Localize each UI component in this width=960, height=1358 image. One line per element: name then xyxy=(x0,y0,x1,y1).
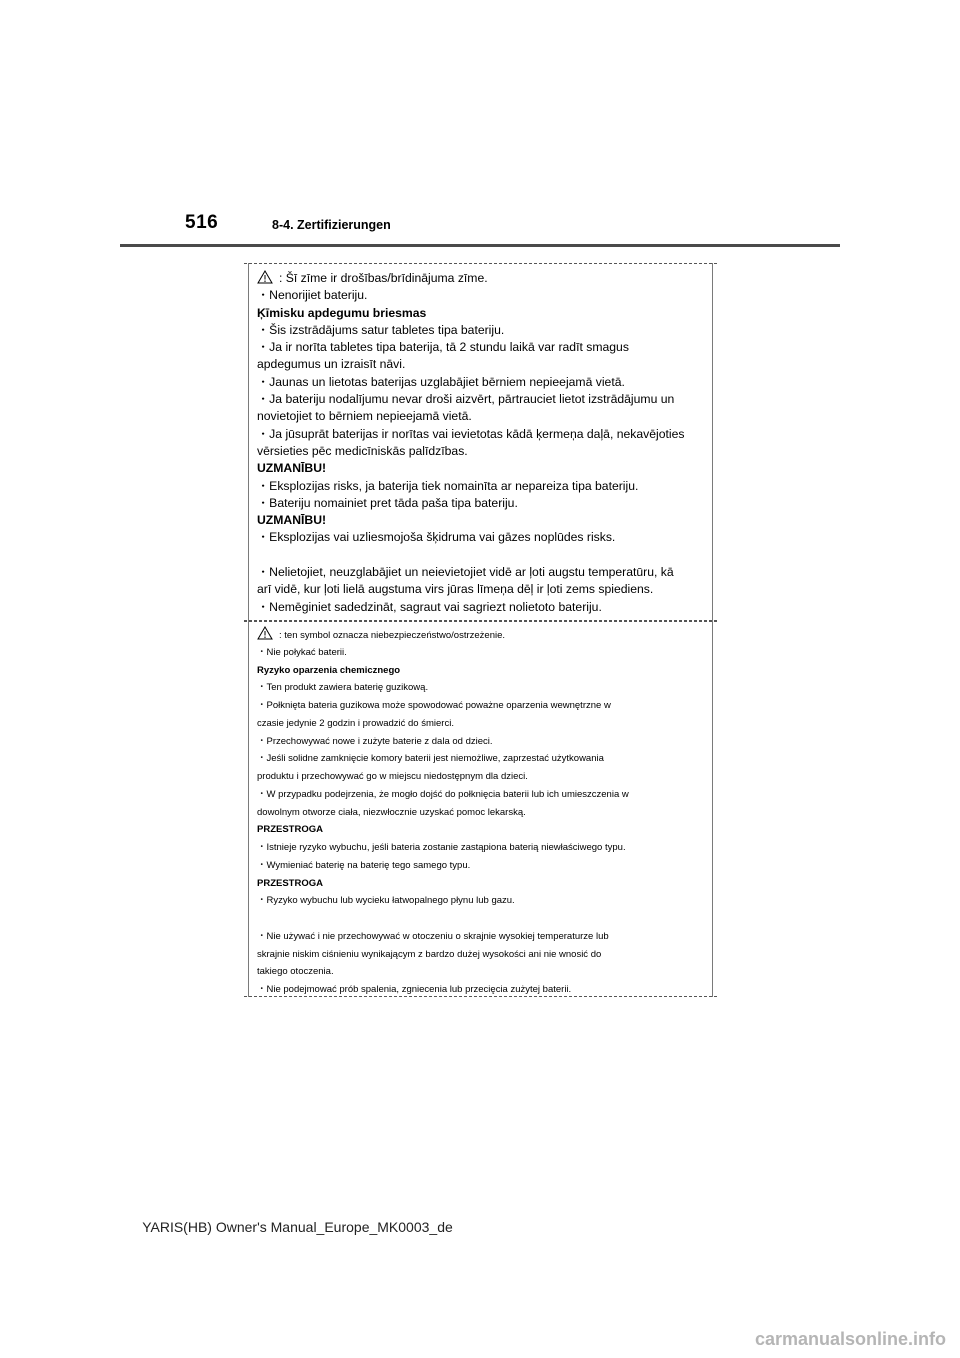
text-line: ・Bateriju nomainiet pret tāda paša tipa bateriju. xyxy=(257,495,518,510)
warning-symbol-line xyxy=(257,626,712,644)
text-line: vērsieties pēc medicīniskās palīdzības. xyxy=(257,443,468,458)
text-line: ・Nie używać i nie przechowywać w otoczeniu o skrajnie wysokiej temperaturze lub xyxy=(257,930,609,942)
header-divider xyxy=(120,244,840,247)
watermark: carmanualsonline.info xyxy=(754,1329,946,1349)
text-line: ・Przechowywać nowe i zużyte baterie z dala od dzieci. xyxy=(257,735,493,747)
text-line: ・Nelietojiet, neuzglabājiet un neievietojiet vidē ar ļoti augstu temperatūru, kā xyxy=(257,565,674,580)
text-line: ・Ja bateriju nodalījumu nevar droši aizvērt, pārtrauciet lietot izstrādājumu un xyxy=(257,392,675,407)
text-line: arī vidē, kur ļoti lielā augstuma virs jūras līmeņa dēļ ir ļoti zems spiediens. xyxy=(257,582,654,597)
text-line: ・Ryzyko wybuchu lub wycieku łatwopalnego płynu lub gazu. xyxy=(257,895,515,907)
text-line: ・Ja ir norīta tabletes tipa baterija, tā 2 stundu laikā var radīt smagus xyxy=(257,340,629,355)
text-line: ・Nemēginiet sadedzināt, sagraut vai sagriezt nolietoto bateriju. xyxy=(257,599,602,614)
caution-heading: UZMANĪBU! xyxy=(257,461,327,476)
text-line: ・Wymieniać baterię na baterię tego samego typu. xyxy=(257,859,471,871)
text-line: ・Eksplozijas vai uzliesmojoša šķidruma vai gāzes noplūdes risks. xyxy=(257,530,616,545)
caution-heading: UZMANĪBU! xyxy=(257,513,327,528)
subheading: Ryzyko oparzenia chemicznego xyxy=(257,664,401,676)
text-line: ・Ja jūsuprāt baterijas ir norītas vai ievietotas kādā ķermeņa daļā, nekavējoties xyxy=(257,426,685,441)
polish-warning-box xyxy=(248,621,713,997)
text-line: ・Jeśli solidne zamknięcie komory baterii jest niemożliwe, zaprzestać użytkowania xyxy=(257,753,604,765)
warning-symbol-line xyxy=(257,270,712,287)
text-line: ・Istnieje ryzyko wybuchu, jeśli bateria zostanie zastąpiona baterią niewłaściwego typu. xyxy=(257,842,626,853)
text-line: ・Nie podejmować prób spalenia, zgniecenia lub przecięcia zużytej baterii. xyxy=(257,984,572,995)
footer-document-id: YARIS(HB) Owner's Manual_Europe_MK0003_de xyxy=(142,1219,453,1235)
text-line: novietojiet to bērniem nepieejamā vietā. xyxy=(257,409,472,424)
text-line: ・Nenorijiet bateriju. xyxy=(257,288,368,303)
text-line: ・Połknięta bateria guzikowa może spowodować poważne oparzenia wewnętrzne w xyxy=(257,700,611,711)
text-line: czasie jedynie 2 godzin i prowadzić do śmierci. xyxy=(257,717,454,729)
warning-symbol-text: : ten symbol oznacza niebezpieczeństwo/ostrzeżenie. xyxy=(279,630,506,641)
text-line: dowolnym otworze ciała, niezwłocznie uzyskać pomoc lekarską. xyxy=(257,806,526,818)
text-line: takiego otoczenia. xyxy=(257,966,334,978)
caution-heading: PRZESTROGA xyxy=(257,824,323,836)
text-line: apdegumus un izraisīt nāvi. xyxy=(257,357,406,372)
latvian-warning-box xyxy=(248,263,713,621)
text-line: produktu i przechowywać go w miejscu niedostępnym dla dzieci. xyxy=(257,771,528,782)
text-line: ・Jaunas un lietotas baterijas uzglabājiet bērniem nepieejamā vietā. xyxy=(257,374,625,389)
text-line: ・W przypadku podejrzenia, że mogło dojść do połknięcia baterii lub ich umieszczenia w xyxy=(257,788,629,800)
page-number: 516 xyxy=(185,212,219,233)
subheading: Ķīmisku apdegumu briesmas xyxy=(257,305,427,320)
caution-heading: PRZESTROGA xyxy=(257,877,323,889)
text-line: ・Nie połykać baterii. xyxy=(257,646,347,658)
text-line: ・Eksplozijas risks, ja baterija tiek nomainīta ar nepareiza tipa bateriju. xyxy=(257,478,639,493)
text-line: ・Šis izstrādājums satur tabletes tipa bateriju. xyxy=(257,322,505,337)
text-line: skrajnie niskim ciśnieniu wynikającym z bardzo dużej wysokości ani nie wnosić do xyxy=(257,948,602,960)
section-title: 8-4. Zertifizierungen xyxy=(272,218,391,232)
warning-symbol-text: : Šī zīme ir drošības/brīdinājuma zīme. xyxy=(279,271,488,285)
text-line: ・Ten produkt zawiera baterię guzikową. xyxy=(257,682,429,694)
